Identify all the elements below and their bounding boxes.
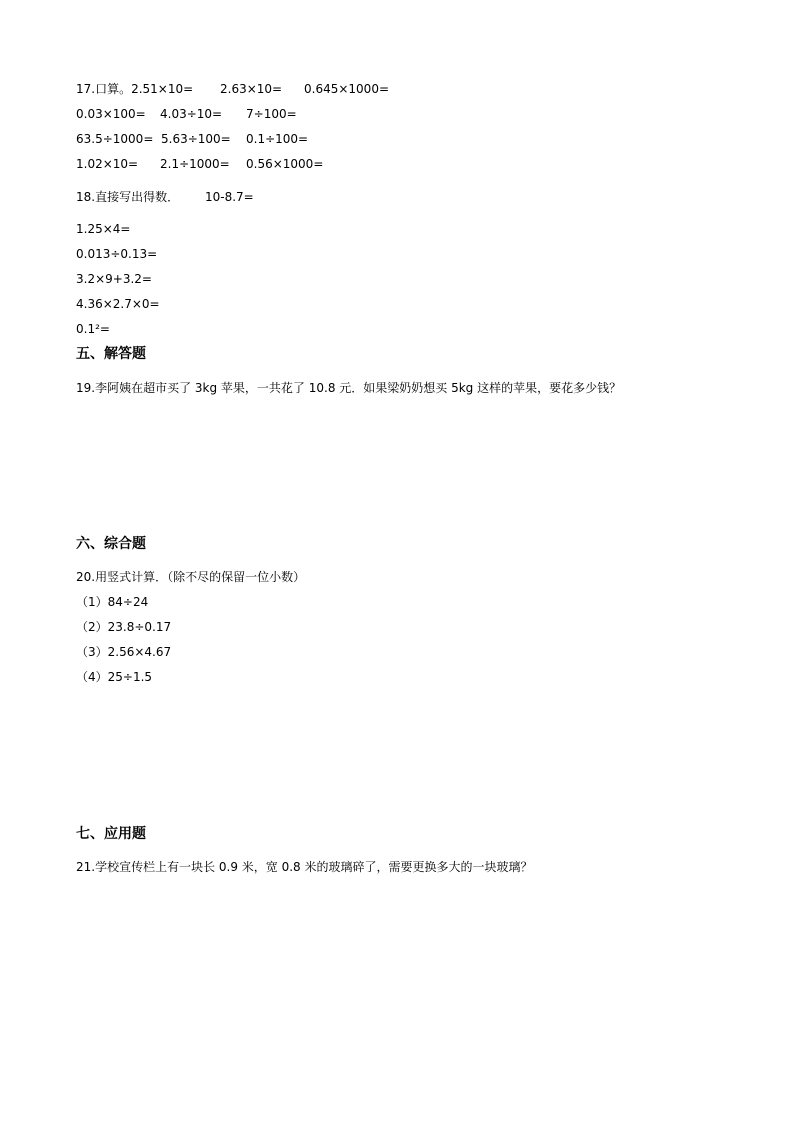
section-heading-5: 五、解答题 bbox=[76, 346, 146, 362]
q17-cell: 0.56×1000= bbox=[246, 157, 324, 171]
q18-item: 0.013÷0.13= bbox=[76, 247, 158, 261]
q21-text: 21.学校宣传栏上有一块长 0.9 米，宽 0.8 米的玻璃碎了，需要更换多大的一块玻璃？ bbox=[76, 860, 533, 874]
q17-cell: 2.1÷1000= bbox=[160, 157, 230, 171]
q18-item: 3.2×9+3.2= bbox=[76, 272, 152, 286]
q17-cell: 4.03÷10= bbox=[160, 107, 223, 121]
q18-item: 4.36×2.7×0= bbox=[76, 297, 160, 311]
q17-cell: 63.5÷1000= bbox=[76, 132, 154, 146]
q20-title: 20.用竖式计算．（除不尽的保留一位小数） bbox=[76, 570, 306, 584]
q17-cell: 0.03×100= bbox=[76, 107, 146, 121]
q19-text: 19.李阿姨在超市买了 3kg 苹果，一共花了 10.8 元．如果梁奶奶想买 5kg 这样的苹果，要花多少钱？ bbox=[76, 381, 622, 395]
q17-cell: 7÷100= bbox=[246, 107, 297, 121]
q17-cell: 5.63÷100= bbox=[161, 132, 231, 146]
q18-item: 1.25×4= bbox=[76, 222, 131, 236]
q17-cell: 0.1÷100= bbox=[246, 132, 309, 146]
q20-item: （4）25÷1.5 bbox=[76, 670, 153, 684]
q17-cell: 1.02×10= bbox=[76, 157, 139, 171]
q20-item: （2）23.8÷0.17 bbox=[76, 620, 172, 634]
q20-item: （3）2.56×4.67 bbox=[76, 645, 172, 659]
q17-cell: 17.口算。2.51×10= bbox=[76, 82, 194, 96]
q18-title: 18.直接写出得数． bbox=[76, 190, 180, 204]
q18-first-item: 10-8.7= bbox=[205, 190, 254, 204]
q20-item: （1）84÷24 bbox=[76, 595, 149, 609]
section-heading-7: 七、应用题 bbox=[76, 826, 146, 842]
q17-cell: 0.645×1000= bbox=[304, 82, 390, 96]
section-heading-6: 六、综合题 bbox=[76, 536, 146, 552]
q18-item: 0.1²= bbox=[76, 322, 110, 336]
q17-cell: 2.63×10= bbox=[220, 82, 283, 96]
